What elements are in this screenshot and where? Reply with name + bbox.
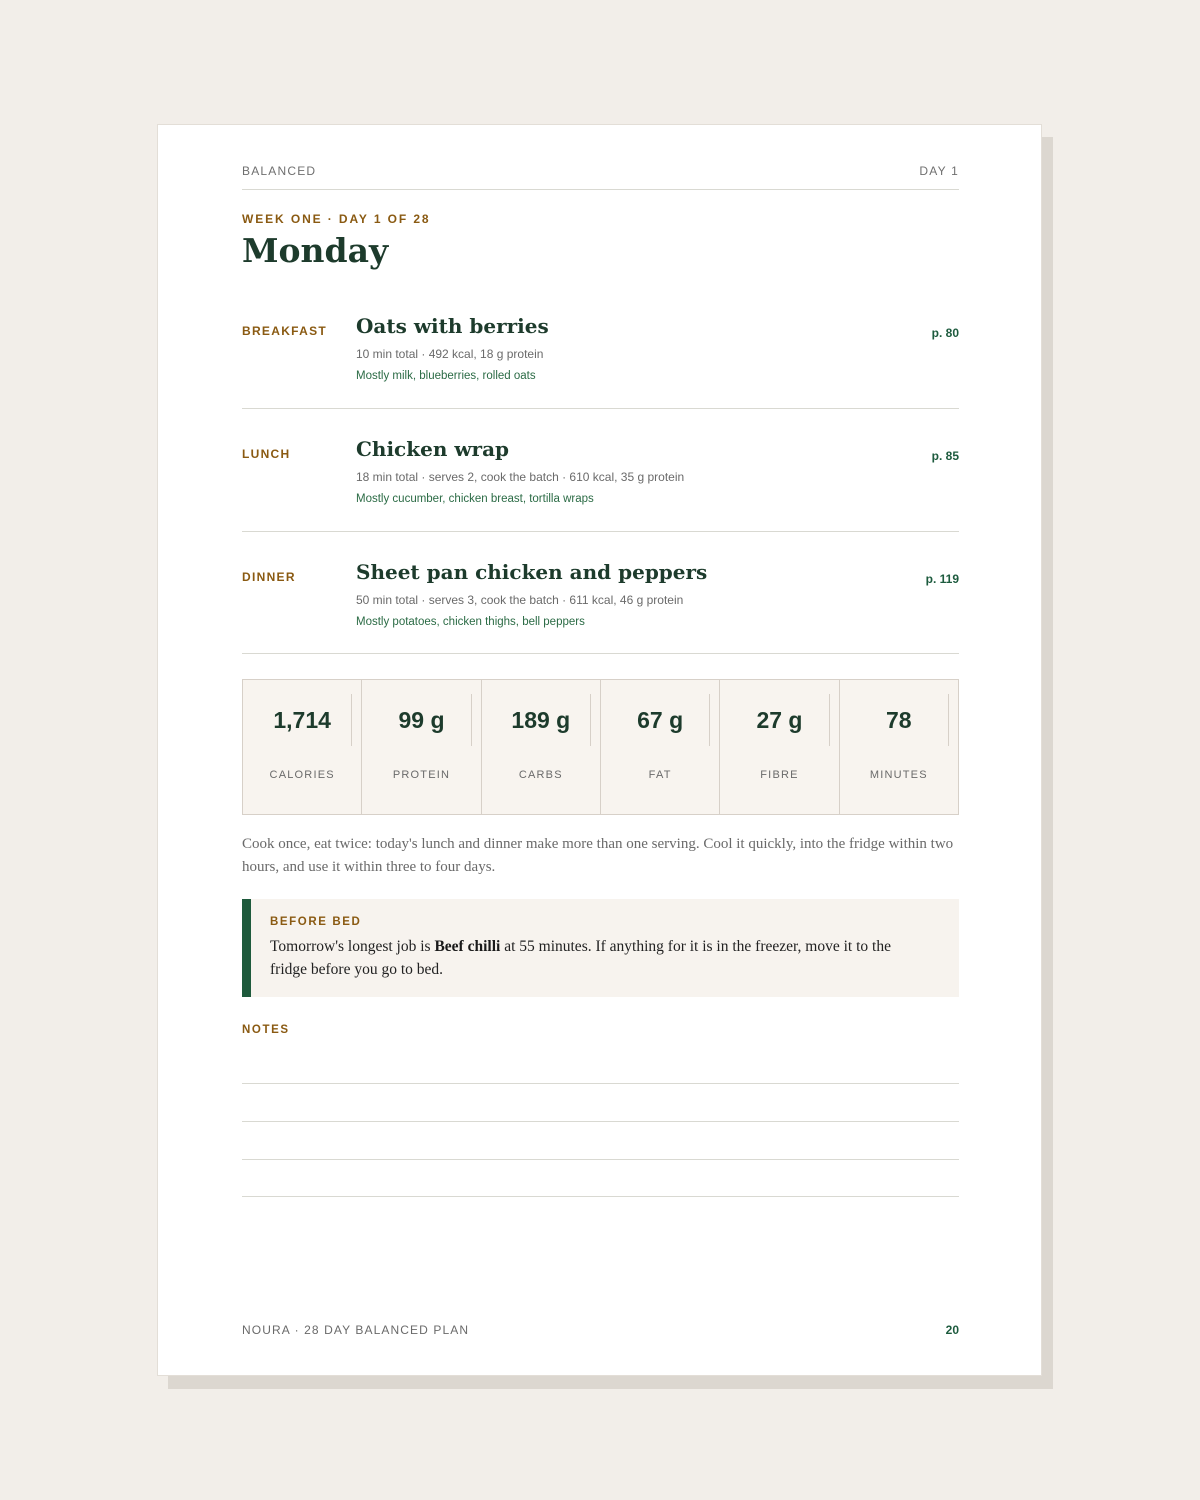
stat-label: MINUTES (869, 769, 928, 781)
callout-body (270, 935, 931, 981)
meal-ingredients: Mostly milk, blueberries, rolled oats (356, 370, 536, 382)
meal-title: Sheet pan chicken and peppers (356, 560, 708, 584)
recipe-page-link[interactable]: p. 119 (925, 572, 959, 586)
footer-title: NOURA · 28 DAY BALANCED PLAN (242, 1323, 470, 1337)
note-line[interactable] (242, 1121, 959, 1122)
stat-fat (601, 680, 720, 814)
stat-value: 189 g (511, 707, 571, 733)
page-footer (242, 1323, 959, 1337)
note-line[interactable] (242, 1083, 959, 1084)
note-line[interactable] (242, 1196, 959, 1197)
stat-label: PROTEIN (392, 769, 451, 781)
meal-dinner (242, 554, 959, 654)
meal-title: Chicken wrap (356, 437, 510, 461)
callout-recipe-name: Beef chilli (434, 938, 501, 955)
stat-value: 27 g (756, 707, 803, 733)
stat-label: CALORIES (269, 769, 335, 781)
stat-protein (362, 680, 481, 814)
stat-carbs (482, 680, 601, 814)
nutrition-summary (242, 679, 959, 815)
day-indicator: DAY 1 (919, 164, 959, 178)
callout-heading: BEFORE BED (270, 916, 362, 928)
stat-label: FAT (648, 769, 672, 781)
note-line[interactable] (242, 1159, 959, 1160)
meal-lunch (242, 431, 959, 532)
callout-text-start: Tomorrow's longest job is (270, 938, 435, 955)
stat-label: CARBS (518, 769, 563, 781)
meal-meta: 50 min total · serves 3, cook the batch · 611 kcal, 46 g protein (356, 593, 684, 607)
stat-value: 1,714 (273, 707, 331, 733)
week-kicker: WEEK ONE · DAY 1 OF 28 (242, 212, 431, 226)
meal-meta: 10 min total · 492 kcal, 18 g protein (356, 347, 544, 361)
meal-breakfast (242, 308, 959, 409)
meal-type-label: LUNCH (242, 447, 291, 461)
before-bed-callout (242, 899, 959, 997)
page-number: 20 (945, 1323, 959, 1337)
notes-heading: NOTES (242, 1024, 290, 1036)
batch-cooking-note: Cook once, eat twice: today's lunch and dinner make more than one serving. Cool it quickly, into the fridge within two hours, and use it within three to four days. (242, 836, 954, 875)
plan-name: BALANCED (242, 164, 317, 178)
recipe-page-link[interactable]: p. 85 (931, 449, 959, 463)
stat-minutes (840, 680, 958, 814)
meal-title: Oats with berries (356, 314, 549, 338)
meal-meta: 18 min total · serves 2, cook the batch · 610 kcal, 35 g protein (356, 470, 685, 484)
stat-fibre (720, 680, 839, 814)
callout-text-end: at 55 minutes. If anything for it is in the freezer, move it to the fridge before you go to bed. (270, 938, 891, 978)
meal-type-label: BREAKFAST (242, 324, 328, 338)
meal-ingredients: Mostly potatoes, chicken thighs, bell peppers (356, 616, 585, 628)
meal-ingredients: Mostly cucumber, chicken breast, tortilla wraps (356, 493, 594, 505)
running-head (242, 164, 959, 190)
recipe-page-link[interactable]: p. 80 (931, 326, 959, 340)
page (157, 124, 1042, 1376)
stat-label: FIBRE (760, 769, 799, 781)
stat-calories (243, 680, 362, 814)
meal-type-label: DINNER (242, 570, 296, 584)
stat-value: 99 g (398, 707, 445, 733)
day-title: Monday (242, 231, 389, 270)
stat-value: 78 (886, 707, 912, 733)
stat-value: 67 g (637, 707, 684, 733)
